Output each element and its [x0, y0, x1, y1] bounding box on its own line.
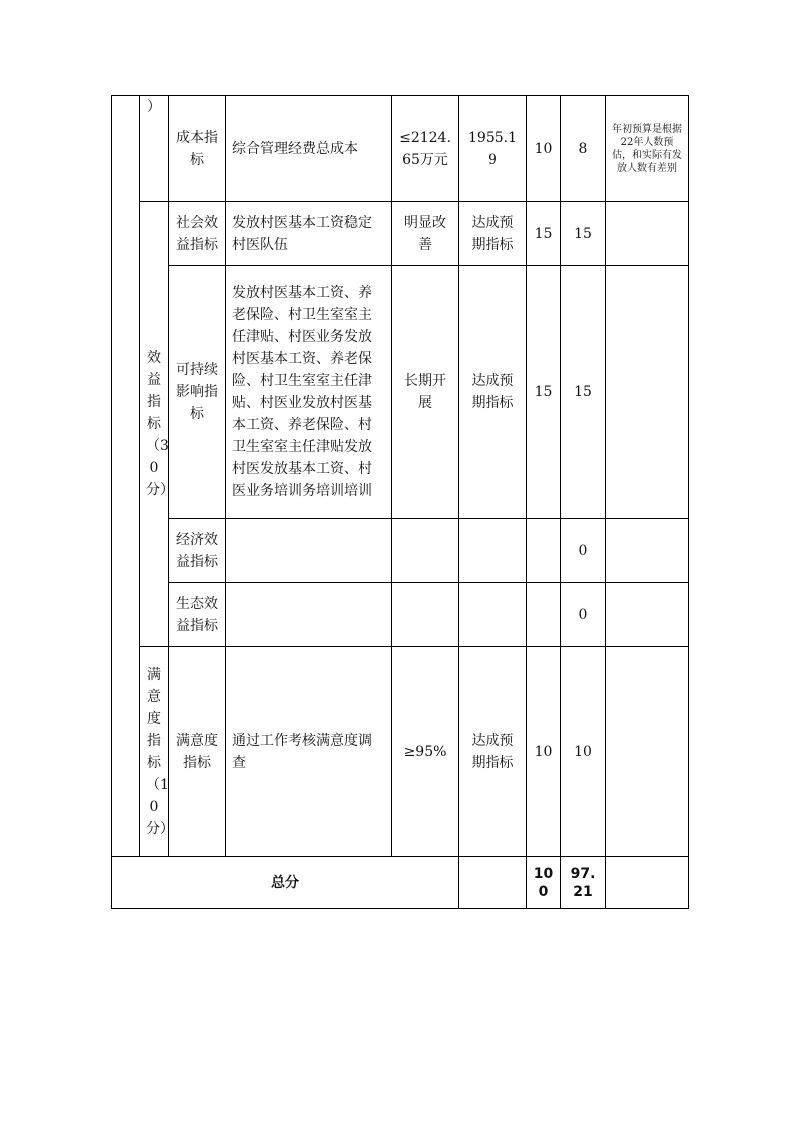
level2-cell	[169, 266, 226, 519]
actual-cell	[459, 202, 527, 266]
target-text: 明显改善	[404, 214, 446, 253]
level1-continued-cell	[140, 96, 169, 202]
level1-benefit-cell	[140, 202, 174, 647]
weight-cell	[527, 96, 561, 202]
level1-continued-text: ）	[147, 99, 161, 115]
level1-benefit-text: 效益指标（30分）	[146, 350, 174, 498]
total-score-text: 97.21	[570, 865, 596, 900]
total-weight-cell	[527, 857, 561, 909]
note-cell	[606, 647, 689, 857]
score-text: 10	[574, 743, 592, 760]
actual-cell	[459, 647, 527, 857]
table-row	[112, 202, 689, 266]
note-cell	[606, 583, 689, 647]
note-cell	[606, 96, 689, 202]
outer-category-cell	[112, 96, 140, 857]
score-cell	[561, 519, 606, 583]
weight-text: 10	[534, 140, 553, 157]
weight-cell	[527, 519, 561, 583]
level3-text: 综合管理经费总成本	[232, 140, 358, 157]
level2-text: 生态效益指标	[176, 595, 218, 634]
performance-evaluation-table	[111, 95, 689, 909]
score-cell	[561, 583, 606, 647]
table-row	[112, 519, 689, 583]
total-score-cell	[561, 857, 606, 909]
target-cell	[392, 266, 459, 519]
level2-cell	[169, 519, 226, 583]
level3-text: 通过工作考核满意度调查	[232, 732, 372, 771]
target-cell	[392, 96, 459, 202]
level1-satisfaction-cell	[140, 647, 174, 857]
level2-cell	[169, 96, 226, 202]
score-text: 8	[578, 140, 588, 157]
target-cell	[392, 519, 459, 583]
actual-cell	[459, 583, 527, 647]
weight-cell	[527, 583, 561, 647]
score-text: 15	[574, 384, 592, 400]
score-text: 0	[578, 542, 588, 559]
level3-text: 发放村医基本工资、养老保险、村卫生室室主任津贴、村医业务发放村医基本工资、养老保险、村卫生室室主任津贴、村医业发放村医基本工资、养老保险、村卫生室室主任津贴发放村医发放基本工资、村医业务培训务培训培训	[232, 285, 372, 499]
actual-text: 达成预期指标	[471, 373, 514, 411]
level2-text: 社会效益指标	[176, 214, 218, 253]
note-cell	[606, 519, 689, 583]
total-label: 总分	[271, 874, 299, 891]
actual-text: 1955.19	[468, 129, 517, 168]
level2-text: 可持续影响指标	[176, 362, 218, 422]
note-text: 年初预算是根据22年人数预估，和实际有发放人数有差别	[612, 123, 682, 174]
total-actual-cell	[459, 857, 527, 909]
level3-cell	[226, 583, 392, 647]
target-cell	[392, 647, 459, 857]
level3-cell	[226, 647, 392, 857]
weight-cell	[527, 266, 561, 519]
total-row	[112, 857, 689, 909]
target-text: ≤2124.65万元	[399, 129, 451, 168]
note-cell	[606, 202, 689, 266]
weight-cell	[527, 202, 561, 266]
level2-text: 满意度指标	[176, 732, 218, 771]
actual-text: 达成预期指标	[471, 214, 514, 253]
score-cell	[561, 202, 606, 266]
weight-text: 10	[534, 743, 553, 760]
target-cell	[392, 583, 459, 647]
target-text: ≥95%	[403, 743, 447, 760]
level3-cell	[226, 96, 392, 202]
score-cell	[561, 266, 606, 519]
table-row	[112, 266, 689, 519]
actual-cell	[459, 266, 527, 519]
weight-text: 15	[534, 384, 553, 400]
table-row	[112, 583, 689, 647]
weight-cell	[527, 647, 561, 857]
weight-text: 15	[534, 225, 553, 242]
actual-cell	[459, 96, 527, 202]
total-weight-text: 100	[533, 865, 554, 900]
actual-text: 达成预期指标	[471, 732, 514, 771]
target-text: 长期开展	[404, 373, 446, 411]
score-cell	[561, 647, 606, 857]
note-cell	[606, 266, 689, 519]
score-text: 0	[578, 606, 588, 623]
level2-text: 成本指标	[176, 129, 218, 168]
level2-text: 经济效益指标	[176, 531, 218, 570]
level3-cell	[226, 519, 392, 583]
table-row	[112, 647, 689, 857]
actual-cell	[459, 519, 527, 583]
level2-cell	[169, 202, 226, 266]
table-row	[112, 96, 689, 202]
level3-cell	[226, 266, 392, 519]
level1-satisfaction-text: 满意度指标（10分）	[146, 666, 174, 837]
score-cell	[561, 96, 606, 202]
level3-text: 发放村医基本工资稳定村医队伍	[232, 214, 372, 253]
level2-cell	[169, 647, 226, 857]
score-text: 15	[574, 225, 592, 242]
total-note-cell	[606, 857, 689, 909]
level2-cell	[169, 583, 226, 647]
target-cell	[392, 202, 459, 266]
total-label-cell	[112, 857, 459, 909]
level3-cell	[226, 202, 392, 266]
